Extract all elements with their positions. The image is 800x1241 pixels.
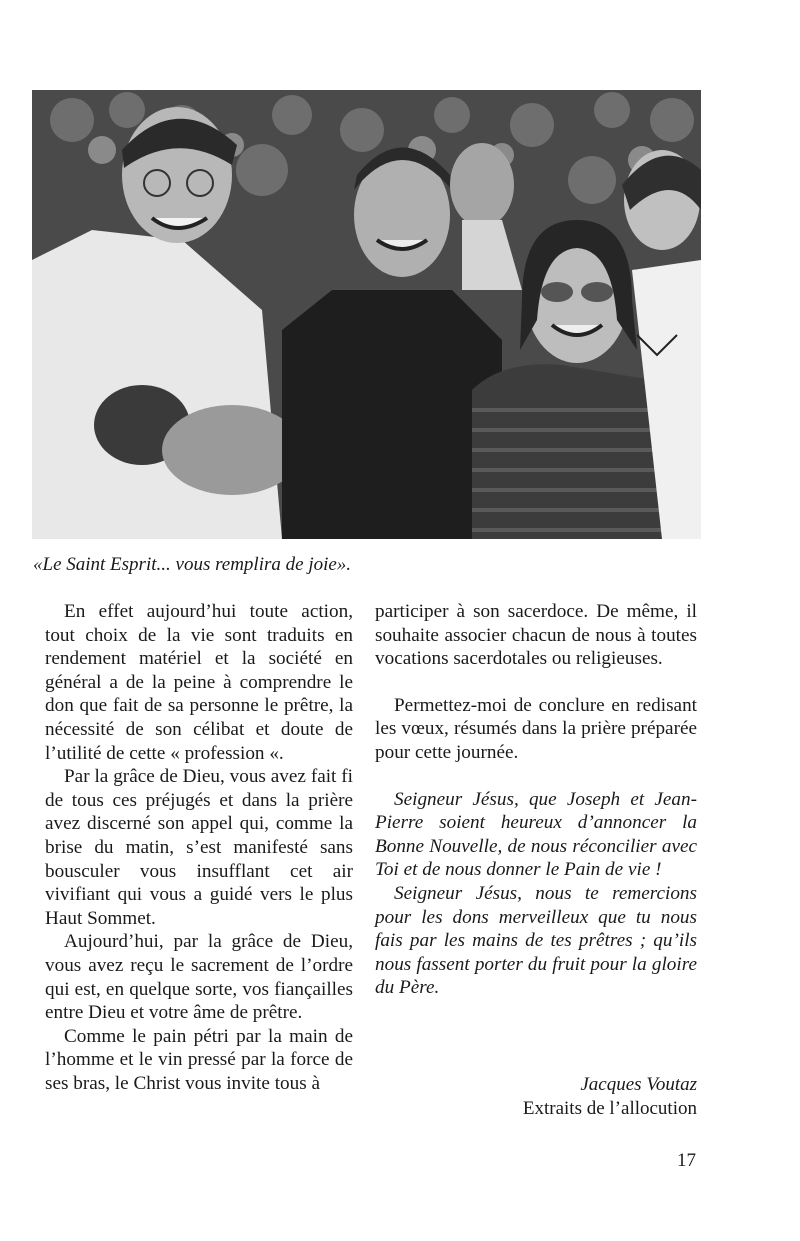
- right-column: [375, 600, 697, 1000]
- signature-source: Extraits de l’allocution: [522, 1098, 697, 1119]
- photo-joyful-crowd: [32, 90, 701, 539]
- prayer-paragraph: Seigneur Jésus, nous te remercions pour les dons merveilleux que tu nous fais par les mains de tes prêtres ; qu’ils nous fassent porter du fruit pour la gloire du Père.: [375, 882, 697, 999]
- paragraph-conclusion: Permettez-moi de conclure en redisant les vœux, résumés dans la prière préparée pour cette journée.: [375, 694, 697, 763]
- paragraph: Comme le pain pétri par la main de l’homme et le vin pressé par la force de ses bras, le Christ vous invite tous à: [45, 1025, 353, 1094]
- left-column: [45, 600, 353, 1095]
- photo-caption: «Le Saint Esprit... vous remplira de joie».: [33, 554, 352, 575]
- page-number: 17: [677, 1150, 696, 1171]
- prayer-paragraph: Seigneur Jésus, que Joseph et Jean-Pierre soient heureux d’annoncer la Bonne Nouvelle, de nous réconcilier avec Toi et de nous donner le Pain de vie !: [375, 788, 697, 881]
- photo-illustration: [32, 90, 701, 539]
- author-signature: Jacques Voutaz: [580, 1074, 697, 1095]
- paragraph: En effet aujourd’hui toute action, tout choix de la vie sont traduits en rendement matériel et la société en général a de la peine à comprendre le don que fait de sa personne le prêtre, la nécessité de son célibat et doute de l’utilité de cette « profession «.: [45, 601, 353, 764]
- paragraph-continuation: participer à son sacerdoce. De même, il souhaite associer chacun de nous à toutes vocations sacerdotales ou religieuses.: [375, 601, 697, 670]
- paragraph: Par la grâce de Dieu, vous avez fait fi de tous ces préjugés et dans la prière avez discerné son appel qui, comme la brise du matin, s’est manifesté sans bousculer vous insufflant cet air vivifiant qui vous a guidé vers le plus Haut Sommet.: [45, 766, 353, 929]
- paragraph: Aujourd’hui, par la grâce de Dieu, vous avez reçu le sacrement de l’ordre qui est, en quelque sorte, vos fiançailles entre Dieu et votre âme de prêtre.: [45, 931, 353, 1024]
